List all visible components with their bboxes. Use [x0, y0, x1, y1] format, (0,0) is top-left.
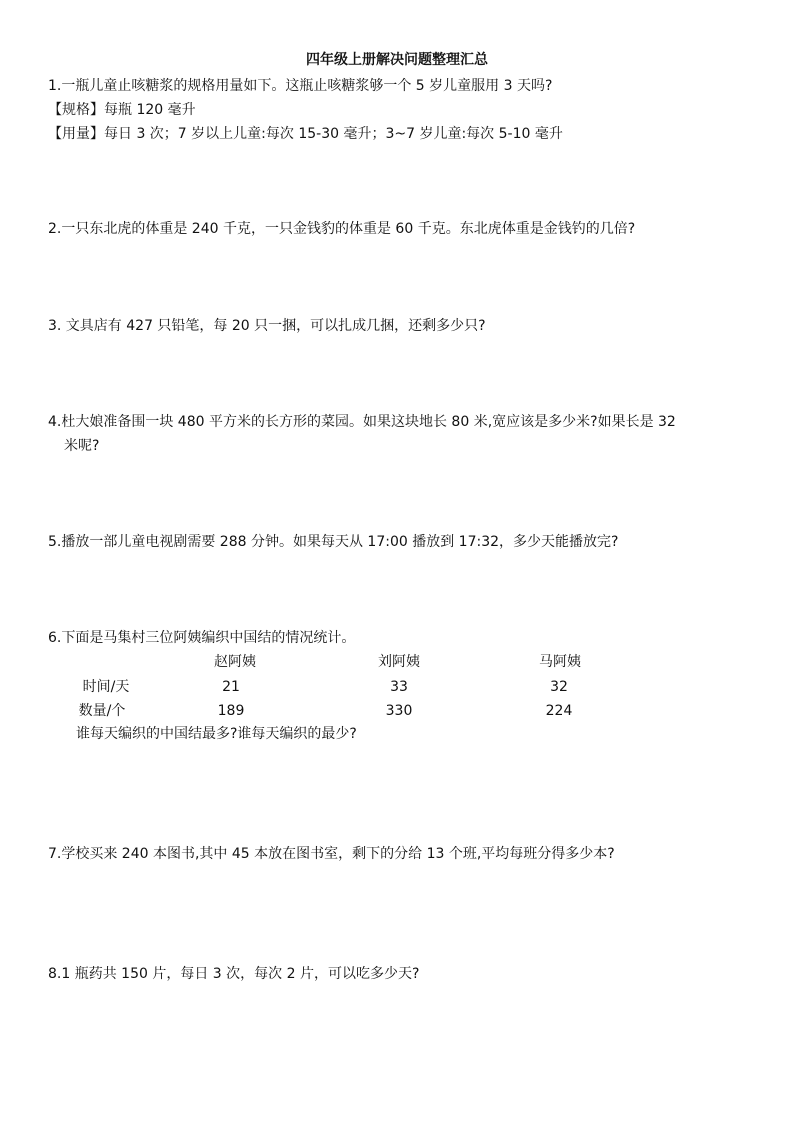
question-8-text: 8.1 瓶药共 150 片，每日 3 次，每次 2 片，可以吃多少天? — [48, 966, 420, 982]
question-1-usage: 【用量】每日 3 次；7 岁以上儿童:每次 15-30 毫升；3~7 岁儿童:每次 5-10 毫升 — [48, 126, 563, 142]
table-header-ma: 马阿姨 — [539, 654, 581, 670]
question-7-text: 7.学校买来 240 本图书,其中 45 本放在图书室，剩下的分给 13 个班,平均每班分得多少本? — [48, 846, 615, 862]
question-1-text: 1.一瓶儿童止咳糖浆的规格用量如下。这瓶止咳糖浆够一个 5 岁儿童服用 3 天吗? — [48, 78, 553, 94]
table-cell-count-zhao: 189 — [217, 703, 245, 719]
table-header-zhao: 赵阿姨 — [214, 654, 256, 670]
question-4-line-1: 4.杜大娘准备围一块 480 平方米的长方形的菜园。如果这块地长 80 米,宽应该是多少米?如果长是 32 — [48, 414, 676, 430]
question-4-line-2: 米呢? — [64, 438, 100, 454]
table-row-label-time: 时间/天 — [82, 679, 130, 695]
table-cell-time-zhao: 21 — [222, 679, 240, 695]
question-3-text: 3. 文具店有 427 只铅笔，每 20 只一捆，可以扎成几捆，还剩多少只? — [48, 318, 486, 334]
table-header-liu: 刘阿姨 — [378, 654, 420, 670]
table-row-label-count: 数量/个 — [78, 703, 126, 719]
page-title: 四年级上册解决问题整理汇总 — [306, 52, 488, 68]
question-6-question: 谁每天编织的中国结最多?谁每天编织的最少? — [76, 726, 357, 742]
table-cell-count-ma: 224 — [545, 703, 573, 719]
question-6-text: 6.下面是马集村三位阿姨编织中国结的情况统计。 — [48, 630, 356, 646]
table-cell-time-ma: 32 — [550, 679, 568, 695]
table-cell-time-liu: 33 — [390, 679, 408, 695]
question-5-text: 5.播放一部儿童电视剧需要 288 分钟。如果每天从 17:00 播放到 17:32，多少天能播放完? — [48, 534, 619, 550]
question-2-text: 2.一只东北虎的体重是 240 千克，一只金钱豹的体重是 60 千克。东北虎体重是金钱钓的几倍? — [48, 221, 636, 237]
table-cell-count-liu: 330 — [385, 703, 413, 719]
question-1-spec: 【规格】每瓶 120 毫升 — [48, 102, 196, 118]
